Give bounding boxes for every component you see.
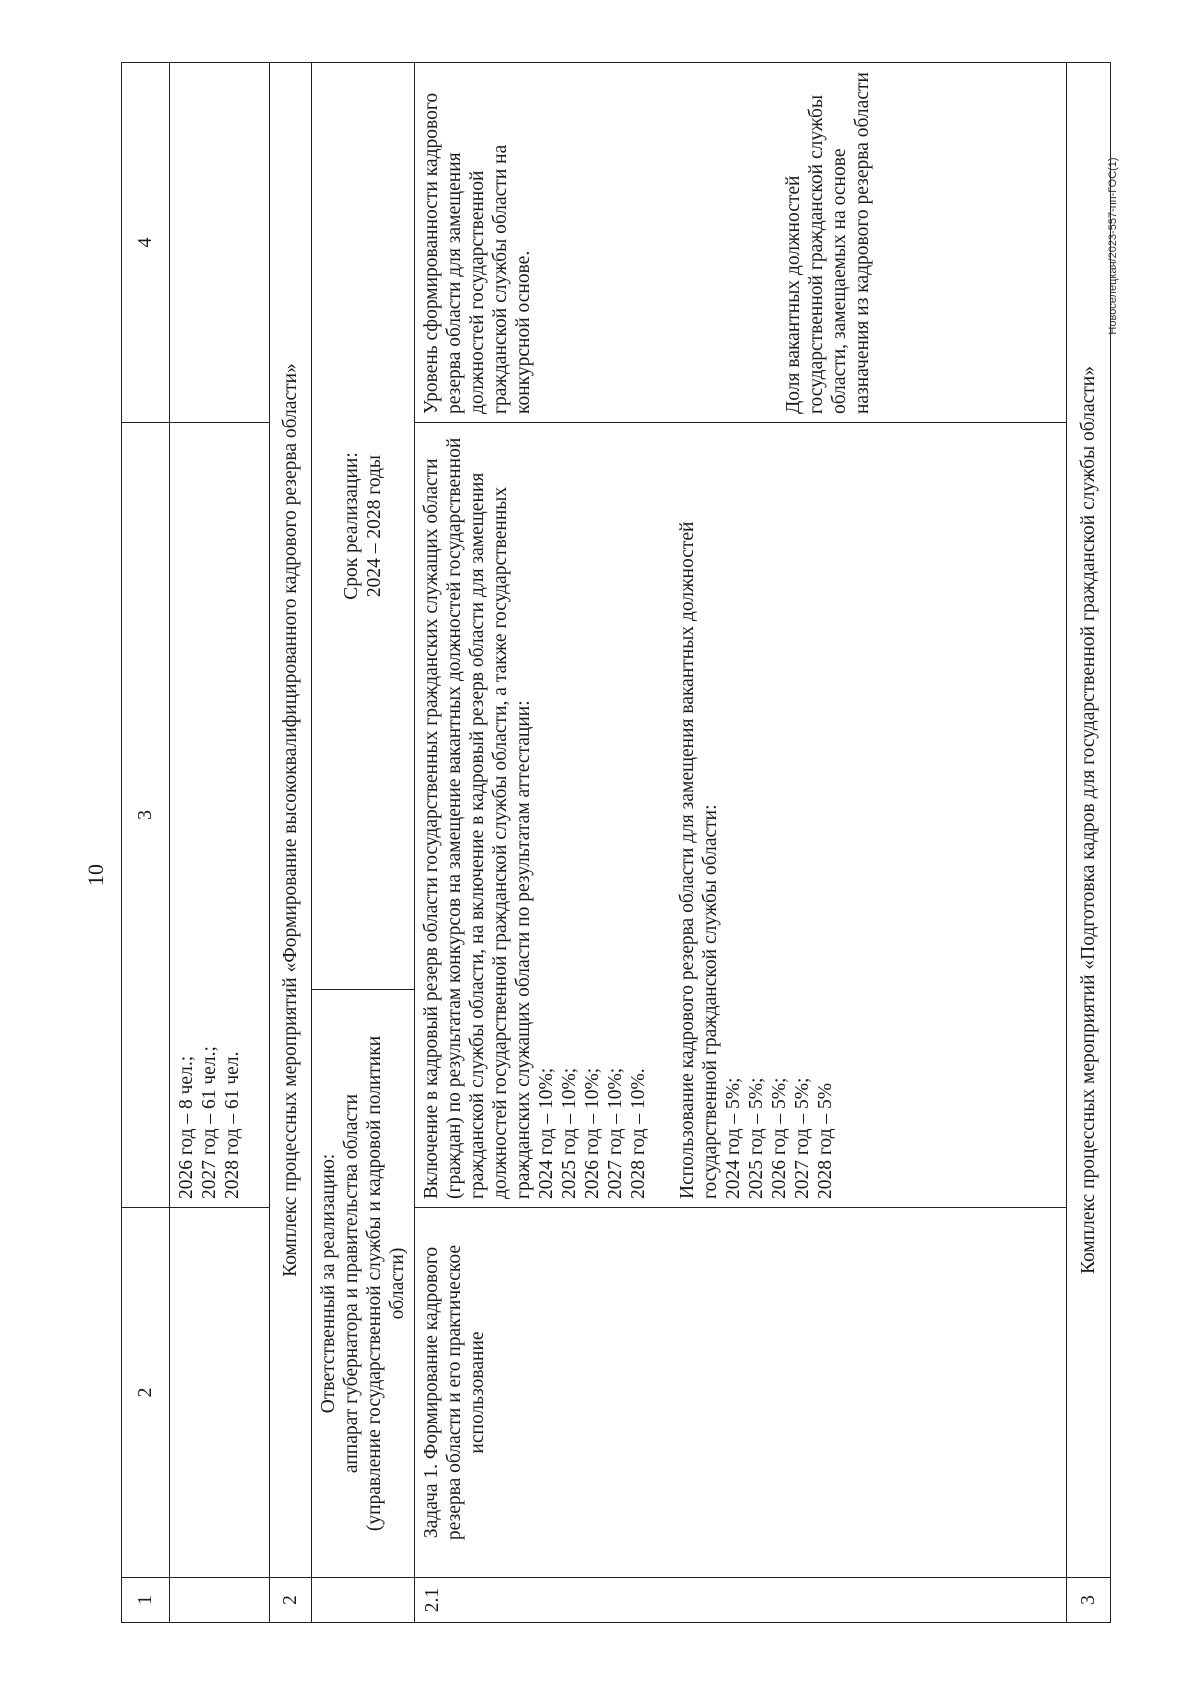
header-row	[122, 63, 170, 1623]
indicator-vacancy-share: Доля вакантных должностей государственной гражданской службы области, замещаемых на основе назначения из кадрового резерва области	[783, 72, 873, 414]
section-2-num: 2	[270, 1578, 312, 1623]
section-3-row	[1067, 63, 1111, 1623]
continuation-row	[170, 63, 270, 1623]
section-2-row	[270, 63, 312, 1623]
responsible-text: Ответственный за реализацию: аппарат губернатора и правительства области (управление государственной службы и кадровой политики области)	[312, 990, 415, 1578]
result-reserve-usage: Использование кадрового резерва области для замещения вакантных должностей государственной гражданской службы области: 2024 год – 5%; 2025 год – 5%; 2026 год – 5%; 2027 год – 5%; 2028 год – 5%	[677, 521, 836, 1199]
cont-num-cell	[170, 1578, 270, 1623]
rotated-table-container	[121, 63, 1111, 1623]
row-2-1-results	[415, 423, 1067, 1208]
row-2-1	[415, 63, 1067, 1623]
document-code: Новоселецкая/2023-557-пп-ГОС(1)	[1107, 157, 1119, 335]
term-text: Срок реализации: 2024 – 2028 годы	[312, 63, 415, 990]
row-2-1-num: 2.1	[415, 1578, 1067, 1623]
header-col-1: 1	[122, 1578, 170, 1623]
header-col-3: 3	[122, 423, 170, 1208]
section-2-title: Комплекс процессных мероприятий «Формирование высококвалифицированного кадрового резерва области»	[270, 63, 312, 1578]
header-col-4: 4	[122, 63, 170, 423]
page-number: 10	[83, 864, 108, 886]
cont-task-cell	[170, 1208, 270, 1578]
responsible-row	[312, 63, 415, 1623]
cont-indicator-cell	[170, 63, 270, 423]
responsible-num-cell	[312, 1578, 415, 1623]
indicator-reserve-level: Уровень сформированности кадрового резерва области для замещения должностей государственной гражданской службы области на конкурсной основе.	[421, 92, 534, 414]
row-2-1-task: Задача 1. Формирование кадрового резерва области и его практическое использование	[415, 1208, 1067, 1578]
result-reserve-inclusion: Включение в кадровый резерв области государственных гражданских служащих области (граждан) по результатам конкурсов на замещение вакантных должностей государственной гражданской службы области, на включение в кадровый резерв области для замещения должностей государственной гражданской службы области, а также государственных гражданских служащих области по результатам аттестации: 2024 год – 10%; 2025 год – 10%; 2026 год – 10%; 2027 год – 10%; 2028 год – 10%.	[421, 437, 649, 1199]
row-2-1-indicators	[415, 63, 1067, 423]
cont-values-cell: 2026 год – 8 чел.; 2027 год – 61 чел.; 2028 год – 61 чел.	[170, 423, 270, 1208]
section-3-title: Комплекс процессных мероприятий «Подготовка кадров для государственной гражданской службы области»	[1067, 63, 1111, 1578]
section-3-num: 3	[1067, 1578, 1111, 1623]
header-col-2: 2	[122, 1208, 170, 1578]
program-table	[121, 62, 1111, 1623]
